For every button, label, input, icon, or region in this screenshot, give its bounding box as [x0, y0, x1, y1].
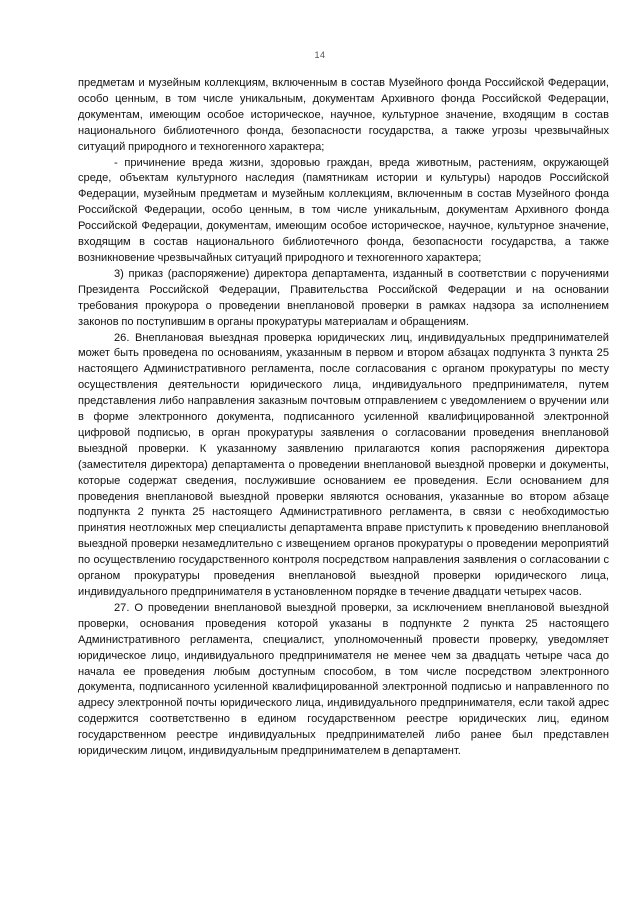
paragraph-section-27: 27. О проведении внеплановой выездной проверки, за исключением внеплановой выездной проверки, основания проведения которой указаны в подпункте 2 пункта 25 настоящего Административного регламента, специалист, уполномоченный провести проверку, уведомляет юридическое лицо, индивидуального предпринимателя не менее чем за двадцать четыре часа до начала ее проведения любым доступным способом, в том числе посредством электронного документа, подписанного усиленной квалифицированной электронной подписью и направленного по адресу электронной почты юридического лица, индивидуального предпринимателя, если такой адрес содержится соответственно в едином государственном реестре юридических лиц, едином государственном реестре индивидуальных предпринимателей либо ранее был представлен юридическим лицом, индивидуальным предпринимателем в департамент. [78, 601, 609, 758]
paragraph-item-3: 3) приказ (распоряжение) директора департамента, изданный в соответствии с поручениями Президента Российской Федерации, Правительства Российской Федерации и на основании требования прокурора о проведении внеплановой проверки в рамках надзора за исполнением законов по поступившим в органы прокуратуры материалам и обращениям. [78, 267, 609, 328]
document-body [78, 76, 609, 760]
paragraph-harm-list-item: - причинение вреда жизни, здоровью граждан, вреда животным, растениям, окружающей среде, объектам культурного наследия (памятникам истории и культуры) народов Российской Федерации, музейным предметам и музейным коллекциям, включенным в состав Музейного фонда Российской Федерации, особо ценным, в том числе уникальным, документам Архивного фонда Российской Федерации, документам, имеющим особое историческое, научное, культурное значение, входящим в состав национального библиотечного фонда, безопасности государства, а также возникновение чрезвычайных ситуаций природного и техногенного характера; [78, 156, 609, 264]
paragraph-continuation: предметам и музейным коллекциям, включенным в состав Музейного фонда Российской Федерации, особо ценным, в том числе уникальным, документам Архивного фонда Российской Федерации, документам, имеющим особое историческое, научное, культурное значение, входящим в состав национального библиотечного фонда, безопасности государства, а также угрозы чрезвычайных ситуаций природного и техногенного характера; [78, 77, 609, 153]
paragraph-section-26: 26. Внеплановая выездная проверка юридических лиц, индивидуальных предпринимателей может быть проведена по основаниям, указанным в первом и втором абзацах подпункта 3 пункта 25 настоящего Административного регламента, после согласования с органом прокуратуры по месту осуществления деятельности юридического лица, индивидуального предпринимателя, путем представления либо направления заказным почтовым отправлением с уведомлением о вручении или в форме электронного документа, подписанного усиленной квалифицированной электронной цифровой подписью, в орган прокуратуры заявления о согласовании проведения внеплановой выездной проверки. К указанному заявлению прилагаются копия распоряжения директора (заместителя директора) департамента о проведении внеплановой выездной проверки и документы, которые содержат сведения, послужившие основанием ее проведения. Если основанием для проведения внеплановой выездной проверки являются основания, указанные во втором абзаце подпункта 2 пункта 25 настоящего Административного регламента, в связи с необходимостью принятия неотложных мер специалисты департамента вправе приступить к проведению внеплановой выездной проверки незамедлительно с извещением органов прокуратуры о проведении мероприятий по осуществлению государственного контроля посредством направления заявления о согласовании с органом прокуратуры проведения внеплановой выездной проверки юридического лица, индивидуального предпринимателя в установленном порядке в течение двадцати четырех часов. [78, 331, 609, 598]
page-number: 14 [314, 50, 326, 60]
